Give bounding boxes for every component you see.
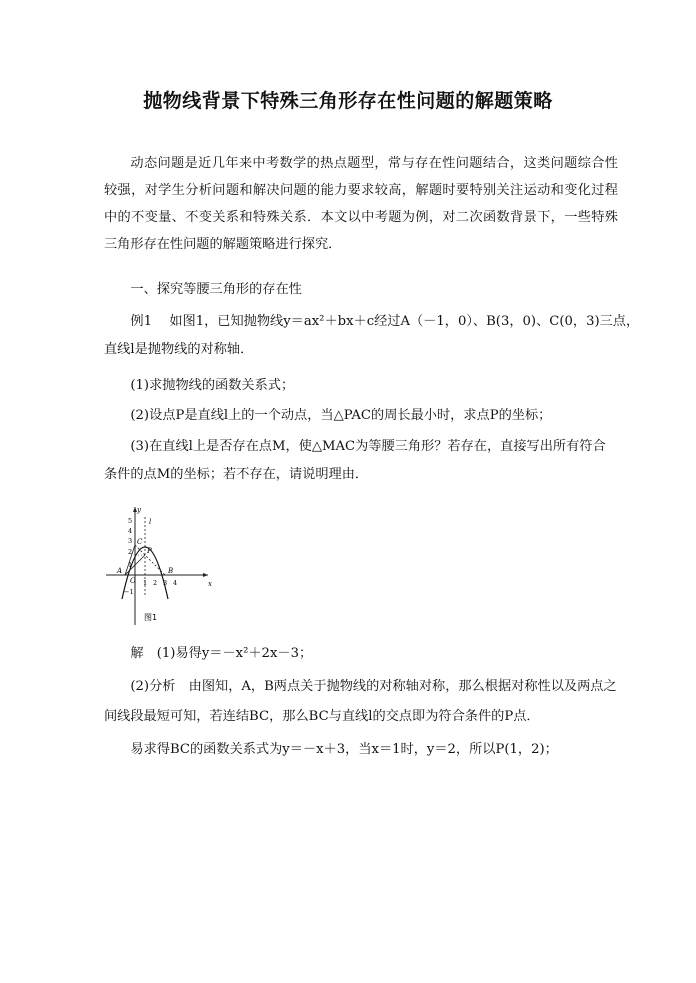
label-y-axis: y: [137, 506, 141, 514]
x-axis-arrow: [203, 573, 208, 577]
y-tick-5: 5: [128, 517, 133, 525]
intro-paragraph: 动态问题是近几年来中考数学的热点题型，常与存在性问题结合，这类问题综合性较强，对学生分析问题和解决问题的能力要求较高，解题时要特别关注运动和变化过程中的不变量、不变关系和特殊关系．本文以中考题为例，对二次函数背景下，一些特殊三角形存在性问题的解题策略进行探究．: [104, 156, 618, 252]
x-tick-4: 4: [173, 579, 178, 587]
figure-caption: 图1: [144, 613, 158, 622]
label-c: C: [137, 538, 143, 546]
y-tick-2: 2: [128, 548, 133, 556]
solution-3: 易求得BC的函数关系式为y＝－x＋3，当x＝1时，y＝2，所以P(1，2)；: [130, 742, 558, 757]
section-heading: 一、探究等腰三角形的存在性: [130, 282, 302, 297]
x-tick-2: 2: [153, 579, 158, 587]
label-l: l: [149, 518, 152, 526]
question-1: (1)求抛物线的函数关系式；: [130, 378, 295, 393]
example-line-1: 例1 如图1，已知抛物线y＝ax²＋bx＋c经过A（－1，0）、B(3，0)、C(0，3)三点，: [130, 314, 640, 329]
solution-2-line-1: (2)分析 由图知，A，B两点关于抛物线的对称轴对称，那么根据对称性以及两点之: [130, 679, 617, 694]
x-tick-1: 1: [143, 579, 148, 587]
example-line-2: 直线l是抛物线的对称轴．: [104, 342, 254, 357]
solution-1: 解 (1)易得y＝－x²＋2x－3；: [130, 646, 313, 661]
x-tick-3: 3: [163, 579, 168, 587]
question-2: (2)设点P是直线l上的一个动点，当△PAC的周长最小时，求点P的坐标；: [130, 408, 552, 423]
question-3-line-2: 条件的点M的坐标；若不存在，请说明理由．: [104, 467, 369, 482]
label-p: P: [147, 547, 152, 555]
label-a: A: [117, 567, 123, 575]
question-3-line-1: (3)在直线l上是否存在点M，使△MAC为等腰三角形？若存在，直接写出所有符合: [130, 439, 606, 454]
y-tick-3: 3: [128, 537, 133, 545]
label-origin: O: [130, 577, 136, 585]
y-tick-4: 4: [128, 527, 133, 535]
label-x-axis: x: [208, 580, 212, 588]
solution-2-line-2: 间线段最短可知，若连结BC，那么BC与直线l的交点即为符合条件的P点．: [104, 709, 540, 724]
y-tick-1: 1: [128, 561, 133, 569]
y-tick-neg1: −1: [124, 588, 134, 596]
page-title: 抛物线背景下特殊三角形存在性问题的解题策略: [143, 90, 553, 112]
figure-1-graph: [104, 503, 216, 631]
label-b: B: [168, 567, 174, 575]
